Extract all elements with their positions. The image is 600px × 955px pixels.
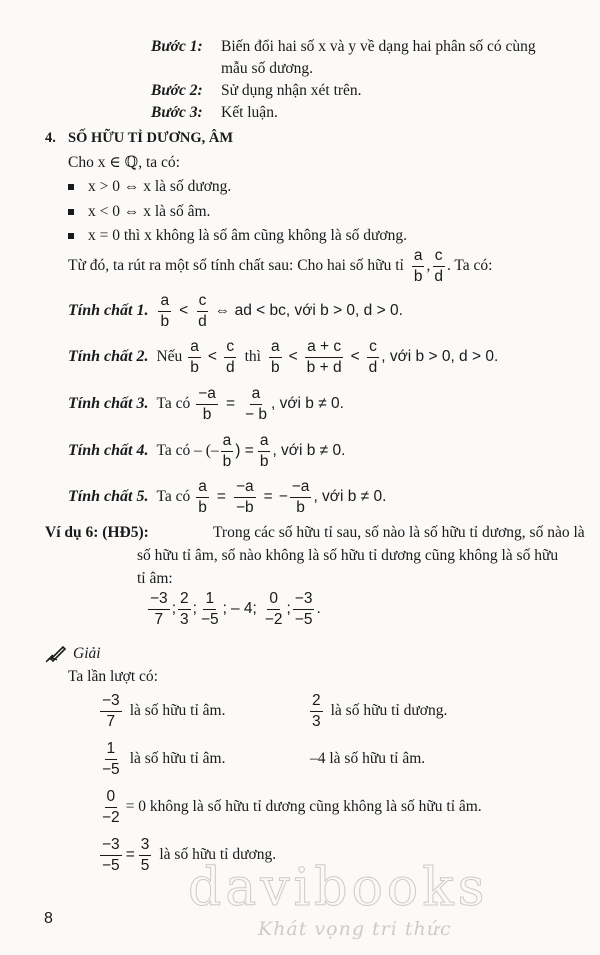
step-1-text-line2: mẫu số dương.	[221, 60, 313, 77]
pencil-writing-icon	[45, 645, 67, 663]
bullet-item: x < 0 ⇔ x là số âm.	[68, 203, 210, 221]
property-2: Tính chất 2. Nếu $\frac{a}{b}$ < $\frac{c}{d}$ thì $\frac{a}{b}$ < $\frac{a + c}{b + d}$ < $\frac{c}{d}$ , với b > 0, d > 0.	[68, 338, 499, 376]
solution-intro: Ta lần lượt có:	[68, 668, 158, 685]
step-1-label: Bước 1:	[151, 38, 203, 55]
property-5: Tính chất 5. Ta có $\frac{a}{b}$ = $\frac{-a}{-b}$ = − $\frac{-a}{b}$ , với b ≠ 0.	[68, 478, 387, 516]
watermark-slogan: Khát vọng tri thức	[258, 918, 452, 940]
solution-heading: Giải	[45, 645, 101, 663]
step-3-text: Kết luận.	[221, 104, 278, 121]
example-text-line1: Trong các số hữu tỉ sau, số nào là số hữu tỉ dương, số nào là	[213, 524, 585, 541]
bullet-square-icon	[68, 233, 74, 239]
example-text-line2: số hữu tỉ âm, số nào không là số hữu tỉ dương cũng không là số hữu	[137, 547, 559, 564]
solution-item: $\frac{2}{3}$ là số hữu tỉ dương.	[312, 692, 448, 730]
example-numbers: $\frac{-3}{7}$ ; $\frac{2}{3}$ ; $\frac{1}{-5}$ ; – 4; $\frac{0}{-2}$ ; $\frac{-3}{-5}$ .	[150, 590, 321, 628]
solution-item: $\frac{1}{-5}$ là số hữu tỉ âm.	[102, 740, 226, 778]
section-title: SỐ HỮU TỈ DƯƠNG, ÂM	[68, 130, 234, 146]
solution-item: $\frac{-3}{7}$ là số hữu tỉ âm.	[102, 692, 226, 730]
bullet-square-icon	[68, 209, 74, 215]
property-4: Tính chất 4. Ta có – (– $\frac{a}{b}$ ) = $\frac{a}{b}$ , với b ≠ 0.	[68, 432, 346, 470]
bullet-item: x > 0 ⇔ x là số dương.	[68, 178, 231, 196]
solution-item: $\frac{0}{-2}$ = 0 không là số hữu tỉ dương cũng không là số hữu tỉ âm.	[102, 788, 482, 826]
step-1-text-line1: Biến đổi hai số x và y về dạng hai phân số có cùng	[221, 38, 536, 55]
step-2-label: Bước 2:	[151, 82, 203, 99]
bullet-square-icon	[68, 184, 74, 190]
bullet-item: x = 0 thì x không là số âm cũng không là số dương.	[68, 227, 407, 245]
solution-item: –4 là số hữu tỉ âm.	[310, 750, 426, 767]
property-3: Tính chất 3. Ta có $\frac{-a}{b}$ = $\frac{a}{- b}$ , với b ≠ 0.	[68, 385, 344, 423]
property-1: Tính chất 1. $\frac{a}{b}$ < $\frac{c}{d}$ ⇔ ad < bc, với b > 0, d > 0.	[68, 292, 403, 330]
section-intro: Cho x ∈ ℚ, ta có:	[68, 154, 180, 171]
section-number: 4.	[45, 130, 56, 146]
properties-lead: Từ đó, ta rút ra một số tính chất sau: Cho hai số hữu tỉ $\frac{a}{b}$ , $\frac{c}{d}$ . Ta có:	[68, 247, 493, 285]
step-3-label: Bước 3:	[151, 104, 203, 121]
example-label: Ví dụ 6: (HĐ5):	[45, 524, 149, 541]
page-number: 8	[44, 910, 53, 927]
watermark-logo: davibooks	[188, 858, 489, 918]
solution-item: $\frac{-3}{-5}$ = $\frac{3}{5}$ là số hữu tỉ dương.	[102, 836, 277, 874]
step-2-text: Sử dụng nhận xét trên.	[221, 82, 362, 99]
example-text-line3: tỉ âm:	[137, 570, 173, 587]
